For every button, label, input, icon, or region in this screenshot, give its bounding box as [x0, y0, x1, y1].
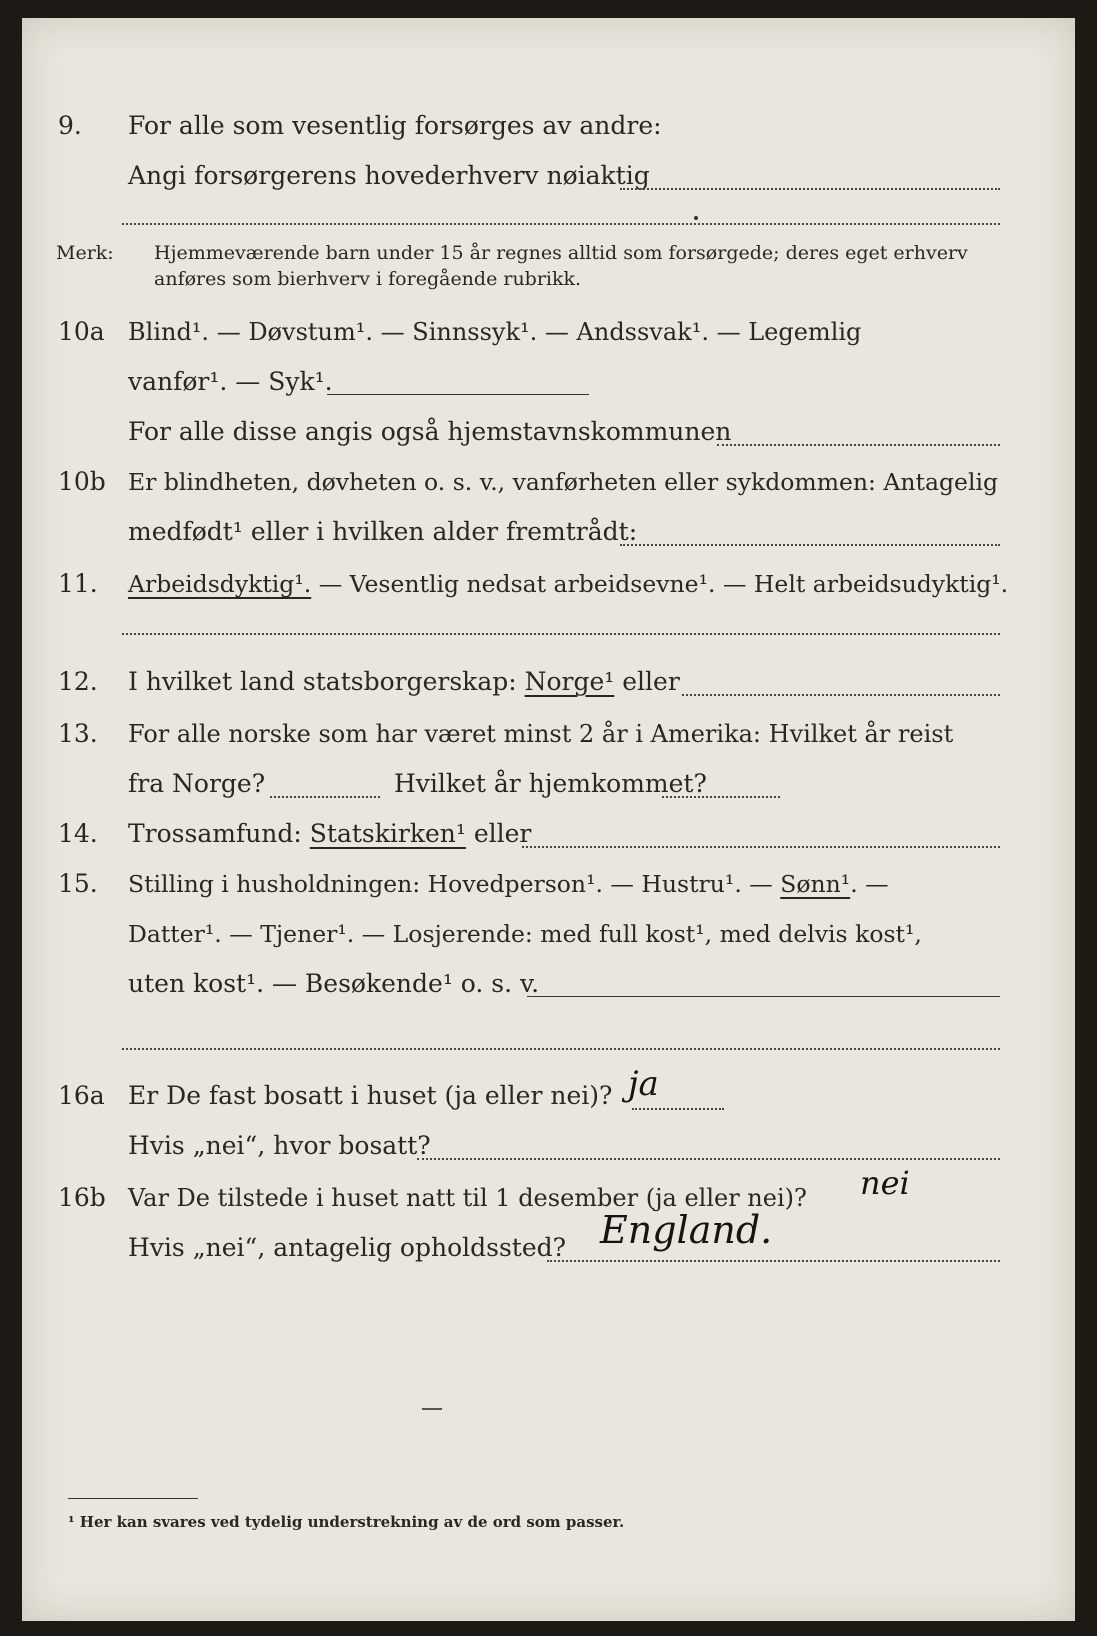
question-12 [22, 662, 1075, 712]
question-text: Hvis „nei“, antagelig opholdssted? [128, 1233, 567, 1262]
census-form-page [22, 18, 1075, 1621]
question-13 [22, 714, 1075, 764]
answer-line [522, 846, 1000, 848]
question-10a-line3 [22, 412, 1075, 462]
answer-line [717, 444, 1000, 446]
answer-line [662, 796, 780, 798]
handwritten-answer-16b: nei [860, 1164, 910, 1202]
question-number: 12. [58, 667, 98, 696]
answer-line [632, 1108, 724, 1110]
handwritten-answer-16a: ja [628, 1064, 659, 1104]
question-number: 16b [58, 1183, 106, 1212]
question-number: 13. [58, 719, 98, 748]
question-text: eller [614, 667, 680, 696]
question-10a-line2 [22, 362, 1075, 412]
question-11 [22, 564, 1075, 614]
footnote-divider [68, 1498, 198, 1499]
question-number: 10b [58, 467, 106, 496]
question-16a [22, 1076, 1075, 1126]
option-sonn-underlined: Sønn¹ [780, 870, 851, 898]
question-15 [22, 864, 1075, 914]
question-text: . — [850, 870, 889, 898]
answer-line [682, 694, 1000, 696]
answer-line [270, 796, 380, 798]
question-number: 11. [58, 569, 98, 598]
question-15-line3 [22, 964, 1075, 1014]
merk-note-line2 [22, 266, 1075, 316]
handwritten-opholdssted: England. [600, 1208, 773, 1252]
question-text: Stilling i husholdningen: Hovedperson¹. — Hustru¹. — [128, 870, 781, 898]
footnote: ¹ Her kan svares ved tydelig understrekning av de ord som passer. [68, 1513, 625, 1531]
answer-line [122, 223, 1000, 225]
question-13-line2 [22, 764, 1075, 814]
question-text: eller [465, 819, 532, 848]
question-text: Hvilket år hjemkommet? [394, 769, 707, 798]
question-text: Trossamfund: [128, 819, 310, 848]
option-norge-underlined: Norge¹ [524, 667, 615, 696]
answer-line [547, 1260, 1000, 1262]
question-16a-line2 [22, 1126, 1075, 1176]
question-number: 14. [58, 819, 98, 848]
answer-line [327, 394, 589, 395]
question-text: Hvis „nei“, hvor bosatt? [128, 1131, 431, 1160]
merk-label: Merk: [56, 242, 114, 264]
question-text: Blind¹. — Døvstum¹. — Sinnssyk¹. — Andssvak¹. — Legemlig [128, 318, 862, 346]
answer-line [620, 544, 1000, 546]
question-text: Angi forsørgerens hovederhverv nøiaktig [128, 161, 650, 190]
ink-dot [694, 216, 698, 220]
question-14 [22, 814, 1075, 864]
question-number: 10a [58, 317, 105, 346]
answer-line [417, 1158, 1000, 1160]
question-10b [22, 462, 1075, 512]
question-text: Var De tilstede i huset natt til 1 desember (ja eller nei)? [128, 1184, 807, 1212]
answer-line [122, 1048, 1000, 1050]
question-text: — Vesentlig nedsat arbeidsevne¹. — Helt arbeidsudyktig¹. [311, 570, 1009, 598]
question-text: For alle norske som har været minst 2 år i Amerika: Hvilket år reist [128, 720, 954, 748]
question-10a [22, 312, 1075, 362]
question-text: Datter¹. — Tjener¹. — Losjerende: med full kost¹, med delvis kost¹, [128, 920, 922, 948]
question-text: medfødt¹ eller i hvilken alder fremtrådt: [128, 517, 638, 546]
question-15-line2 [22, 914, 1075, 964]
answer-line [620, 188, 1000, 190]
question-10b-line2 [22, 512, 1075, 562]
question-16b [22, 1178, 1075, 1228]
question-text: fra Norge? [128, 769, 266, 798]
question-number: 9. [58, 111, 82, 140]
question-text: vanfør¹. — Syk¹. [128, 367, 333, 396]
question-number: 15. [58, 869, 98, 898]
option-statskirken-underlined: Statskirken¹ [309, 819, 466, 848]
question-9-line2 [22, 156, 1075, 206]
answer-line [122, 633, 1000, 635]
question-16b-line2 [22, 1228, 1075, 1278]
question-text: uten kost¹. — Besøkende¹ o. s. v. [128, 969, 540, 998]
answer-line [527, 996, 1000, 997]
question-text: For alle disse angis også hjemstavnskommunen [128, 417, 732, 446]
question-text: Er blindheten, døvheten o. s. v., vanførheten eller sykdommen: Antagelig [128, 468, 999, 496]
merk-text: anføres som bierhverv i foregående rubrikk. [154, 268, 582, 290]
question-9 [22, 106, 1075, 156]
option-arbeidsdyktig-underlined: Arbeidsdyktig¹. [128, 570, 312, 598]
stray-mark [422, 1408, 442, 1410]
question-number: 16a [58, 1081, 105, 1110]
question-text: For alle som vesentlig forsørges av andre: [128, 111, 662, 140]
question-text: Er De fast bosatt i huset (ja eller nei)? [128, 1081, 613, 1110]
merk-text: Hjemmeværende barn under 15 år regnes alltid som forsørgede; deres eget erhverv [154, 242, 968, 264]
question-text: I hvilket land statsborgerskap: [128, 667, 525, 696]
